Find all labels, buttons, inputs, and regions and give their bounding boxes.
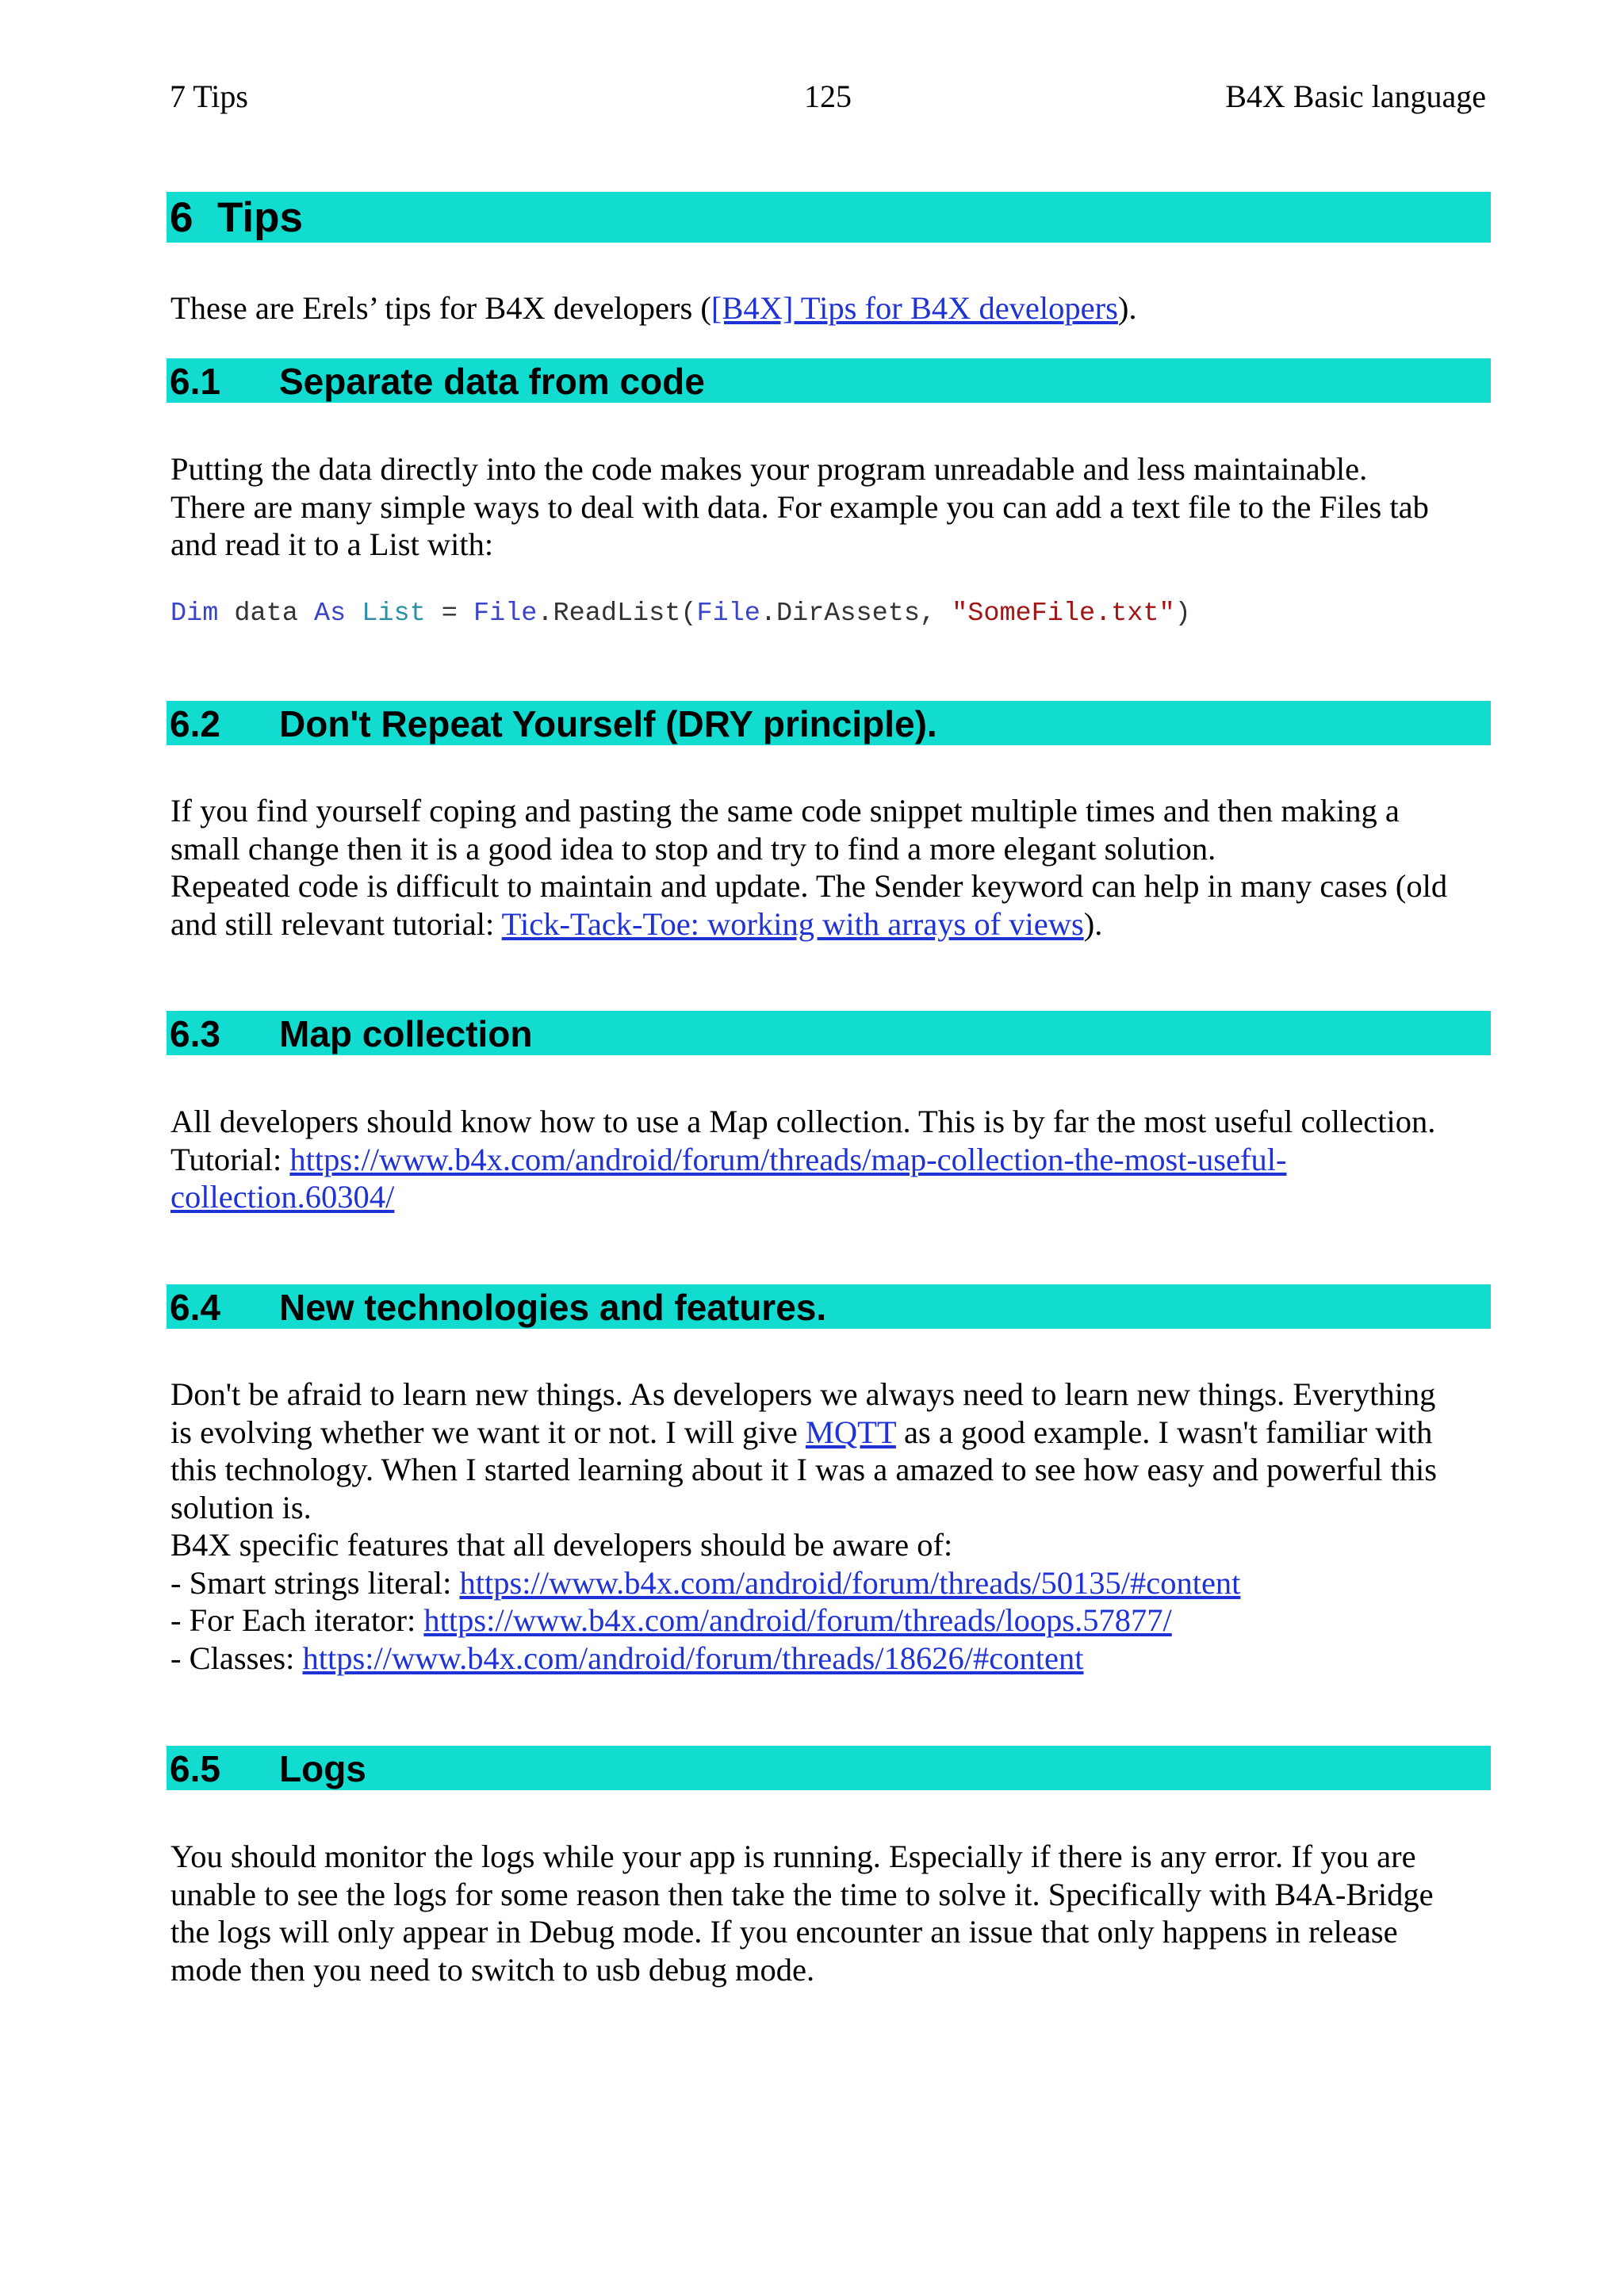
page-number: 125: [804, 78, 852, 114]
text-span: Tutorial:: [170, 1141, 290, 1177]
text-line: this technology. When I started learning about it I was a amazed to see how easy and powerful this: [170, 1452, 1438, 1487]
section-6-5-paragraph: [170, 1838, 1503, 1988]
chapter-number: 6: [170, 194, 193, 241]
text-line: small change then it is a good idea to stop and try to find a more elegant solution.: [170, 830, 1216, 867]
section-heading-6-2: [167, 701, 1491, 745]
text-line: All developers should know how to use a Map collection. This is by far the most useful collection.: [170, 1104, 1436, 1139]
section-heading-6-4: [167, 1284, 1491, 1329]
section-heading-6-5: [167, 1746, 1491, 1790]
text-line: the logs will only appear in Debug mode. If you encounter an issue that only happens in release: [170, 1914, 1398, 1950]
text-span: ).: [1083, 905, 1103, 942]
smart-strings-link[interactable]: https://www.b4x.com/android/forum/threads/50135/#content: [459, 1564, 1241, 1601]
header-chapter: 7 Tips: [170, 78, 248, 114]
for-each-link[interactable]: https://www.b4x.com/android/forum/threads/loops.57877/: [423, 1602, 1172, 1638]
text-span: - For Each iterator:: [170, 1602, 424, 1638]
chapter-title: Tips: [217, 194, 303, 241]
section-number: 6.5: [170, 1748, 220, 1789]
section-title: Separate data from code: [279, 361, 705, 402]
map-tutorial-link[interactable]: https://www.b4x.com/android/forum/threads/map-collection-the-most-useful-: [289, 1141, 1287, 1177]
intro-after: ).: [1117, 290, 1137, 326]
text-line: mode then you need to switch to usb debug mode.: [170, 1951, 815, 1988]
section-number: 6.4: [170, 1287, 220, 1328]
text-line: Repeated code is difficult to maintain and update. The Sender keyword can help in many cases (old: [170, 868, 1448, 904]
section-6-2-paragraph: [170, 792, 1503, 943]
section-heading-6-1: [167, 358, 1491, 403]
section-title: New technologies and features.: [279, 1287, 827, 1328]
text-line: unable to see the logs for some reason then take the time to solve it. Specifically with B4A-Bridge: [170, 1876, 1434, 1912]
tips-link[interactable]: [B4X] Tips for B4X developers: [710, 290, 1118, 326]
text-line: If you find yourself coping and pasting the same code snippet multiple times and then making a: [170, 793, 1400, 828]
text-line: solution is.: [170, 1489, 312, 1525]
text-line: B4X specific features that all developers should be aware of:: [170, 1527, 953, 1563]
code-snippet: Dim data As List = File.ReadList(File.DirAssets, "SomeFile.txt"): [170, 599, 1191, 629]
text-span: as a good example. I wasn't familiar with: [895, 1414, 1433, 1450]
text-line: You should monitor the logs while your app is running. Especially if there is any error. If you are: [170, 1839, 1416, 1874]
section-title: Logs: [279, 1748, 366, 1789]
section-number: 6.2: [170, 703, 220, 744]
text-span: - Classes:: [170, 1640, 303, 1676]
text-line: Don't be afraid to learn new things. As developers we always need to learn new things. Everything: [170, 1376, 1436, 1412]
text-line: There are many simple ways to deal with data. For example you can add a text file to the Files tab: [170, 488, 1429, 525]
section-6-1-paragraph: [170, 450, 1503, 564]
intro-paragraph: [170, 289, 1503, 327]
classes-link[interactable]: https://www.b4x.com/android/forum/threads/18626/#content: [302, 1640, 1084, 1676]
header-book-title: B4X Basic language: [1225, 78, 1486, 114]
section-6-4-paragraph: [170, 1376, 1503, 1677]
section-title: Don't Repeat Yourself (DRY principle).: [279, 703, 937, 744]
running-header: [170, 78, 1486, 117]
intro-text: These are Erels’ tips for B4X developers (: [170, 290, 711, 326]
text-span: - Smart strings literal:: [170, 1564, 460, 1601]
text-span: and still relevant tutorial:: [170, 905, 502, 942]
section-title: Map collection: [279, 1013, 533, 1054]
tutorial-link[interactable]: Tick-Tack-Toe: working with arrays of views: [501, 905, 1084, 942]
section-6-3-paragraph: [170, 1103, 1503, 1216]
map-tutorial-link-cont[interactable]: collection.60304/: [170, 1179, 395, 1215]
chapter-heading: [167, 192, 1491, 243]
mqtt-link[interactable]: MQTT: [805, 1414, 896, 1450]
text-line: and read it to a List with:: [170, 526, 494, 562]
section-number: 6.1: [170, 361, 220, 402]
section-number: 6.3: [170, 1013, 220, 1054]
text-line: Putting the data directly into the code makes your program unreadable and less maintainable.: [170, 451, 1368, 487]
text-span: is evolving whether we want it or not. I will give: [170, 1414, 806, 1450]
section-heading-6-3: [167, 1011, 1491, 1055]
